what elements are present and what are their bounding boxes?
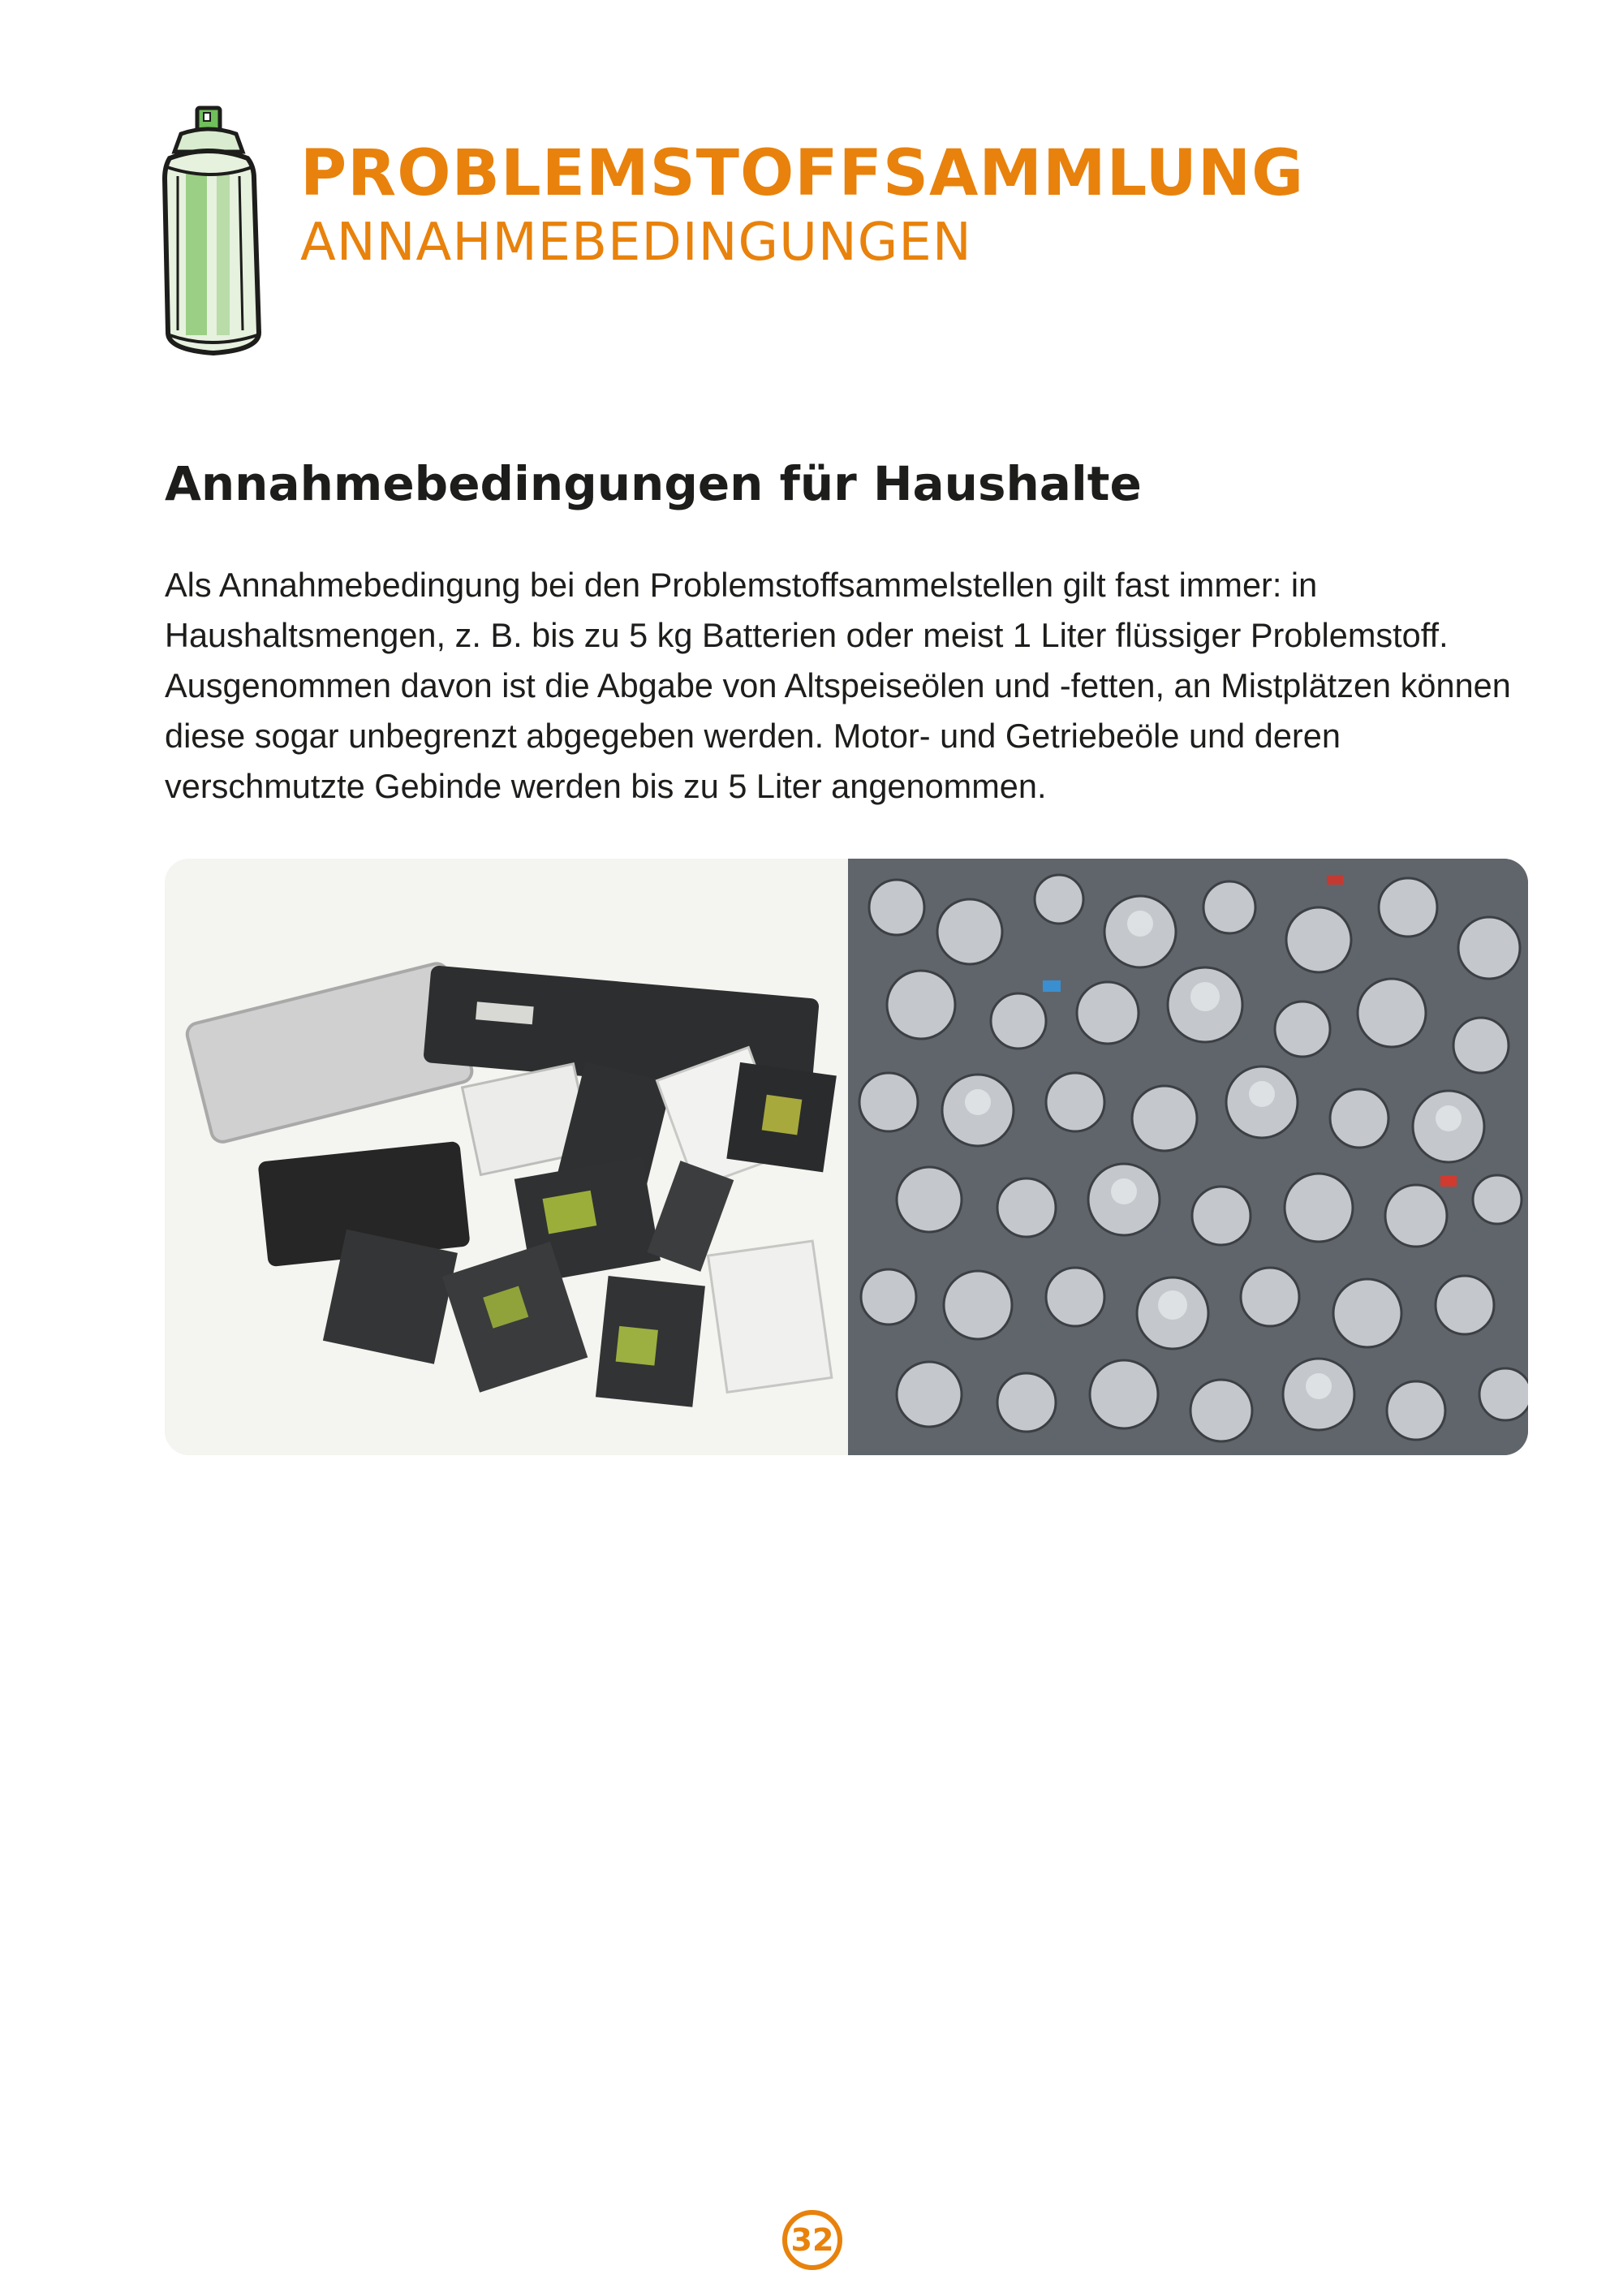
spray-can-icon bbox=[158, 101, 280, 361]
page-number: 32 bbox=[782, 2210, 842, 2270]
button-cells-photo bbox=[848, 859, 1528, 1455]
section-heading: Annahmebedingungen für Haushalte bbox=[165, 456, 1142, 511]
photo-strip bbox=[165, 859, 1528, 1455]
body-paragraph: Als Annahmebedingung bei den Problemstoffsammelstellen gilt fast immer: in Haushaltsmengen, z. B. bis zu 5 kg Batterien oder meist 1 Liter flüssiger Problemstoff. Ausgenommen davon ist die Abgabe von Altspeiseölen und -fetten, an Mistplätzen können diese sogar unbegrenzt abgegeben werden. Motor- und Getriebeöle und deren verschmutzte Gebinde werden bis zu 5 Liter angenommen. bbox=[165, 566, 1511, 805]
page-title: PROBLEMSTOFFSAMMLUNG bbox=[300, 137, 1305, 210]
page-subtitle: ANNAHMEBEDINGUNGEN bbox=[300, 213, 972, 273]
title-block bbox=[300, 137, 1305, 273]
device-batteries-photo bbox=[165, 859, 848, 1455]
page-header bbox=[158, 101, 1538, 361]
